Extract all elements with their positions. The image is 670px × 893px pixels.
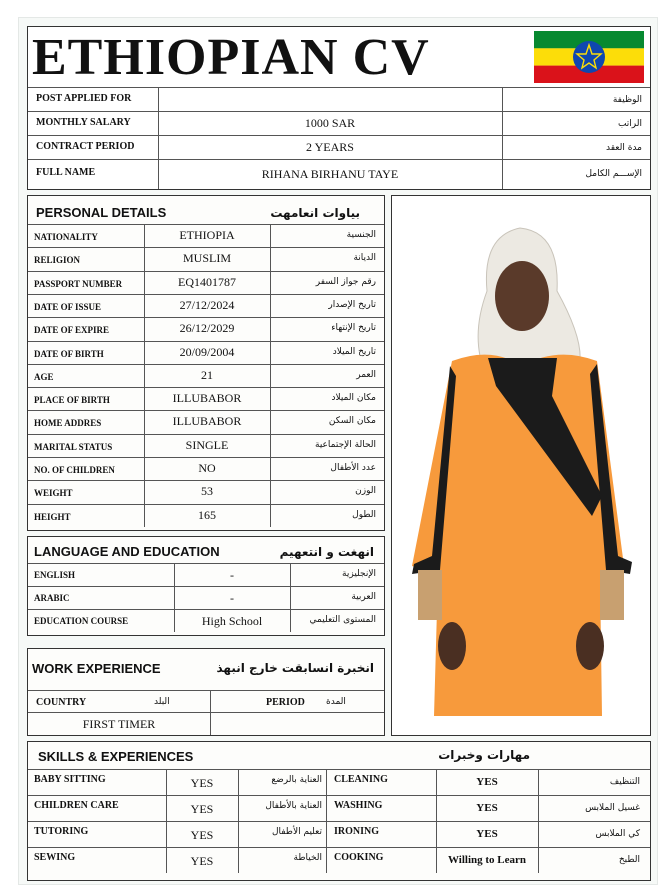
personal-row-line [28,504,384,505]
personal-row-line [28,224,384,225]
language-row-label: ARABIC [34,593,70,603]
personal-row-line [28,457,384,458]
language-row-label: ENGLISH [34,570,76,580]
skill-left-label: CHILDREN CARE [34,800,119,811]
work-entry: FIRST TIMER [82,717,156,731]
personal-col-line [144,224,145,527]
personal-col-line [270,224,271,527]
work-period-label: PERIOD [266,697,305,708]
personal-row-label: NATIONALITY [34,232,98,242]
skill-left-label: TUTORING [34,826,89,837]
personal-row-line [28,410,384,411]
skills-col-line [538,769,539,873]
language-title: LANGUAGE AND EDUCATION [34,544,220,559]
personal-row-label: DATE OF ISSUE [34,301,102,312]
language-row-line [28,563,384,564]
personal-row-label-ar: تاريخ الإنتهاء [331,323,376,334]
personal-row-line [28,294,384,295]
skill-left-label-ar: الخياطة [293,853,322,863]
skill-right-label-ar: غسيل الملابس [585,803,640,813]
personal-row-label-ar: تاريخ الإصدار [328,299,376,310]
personal-row-line [28,364,384,365]
skills-row-line [28,795,650,796]
skills-row-line [28,821,650,822]
personal-row-label-ar: الطول [352,509,376,520]
personal-row-label: WEIGHT [34,488,73,499]
personal-row-value: 26/12/2029 [179,321,235,336]
contract-label-ar: مدة العقد [606,143,642,153]
skill-left-label-ar: العناية بالأطفال [265,801,322,811]
skills-box [27,741,651,881]
personal-row-label: NO. OF CHILDREN [34,465,115,475]
personal-row-label: MARITAL STATUS [34,441,113,452]
header-box [27,26,651,190]
personal-row-label: PASSPORT NUMBER [34,278,123,289]
personal-row-label-ar: مكان السكن [328,416,376,427]
language-row-label-ar: الإنجليزية [342,569,376,579]
skills-col-line [238,769,239,873]
skill-right-value: YES [476,776,498,788]
language-row-label-ar: العربية [351,592,376,602]
personal-row-label-ar: مكان الميلاد [331,393,376,404]
personal-row-value: 21 [201,367,213,382]
personal-row-line [28,317,384,318]
work-country-label: COUNTRY [36,697,87,708]
skill-right-label-ar: كي الملابس [595,829,640,839]
personal-row-line [28,480,384,481]
personal-row-label-ar: العمر [356,369,376,380]
skill-right-value: Willing to Learn [447,854,527,866]
skill-right-label: CLEANING [334,774,388,785]
skill-left-value: YES [190,802,214,816]
language-box [27,536,385,636]
language-title-ar: انهغت و انتعهيم [279,545,374,559]
contract-value: 2 YEARS [306,140,354,154]
skills-col-line [326,769,327,873]
fullname-label: FULL NAME [36,167,96,178]
personal-row-line [28,387,384,388]
personal-row-label-ar: الديانة [353,253,376,264]
personal-row-value: 27/12/2024 [179,297,235,312]
personal-row-value: ETHIOPIA [179,228,235,242]
personal-row-label-ar: رقم جواز السفر [315,276,376,287]
ethiopian-flag-icon [534,31,644,83]
skill-left-label: SEWING [34,852,76,863]
personal-title-ar: بياوات انعامهت [270,206,360,220]
candidate-photo [391,195,651,736]
post-label: POST APPLIED FOR [36,93,132,104]
skill-left-label-ar: العناية بالرضع [271,775,322,785]
language-row-label-ar: المستوى التعليمي [309,615,376,625]
personal-row-value: 20/09/2004 [179,344,235,359]
skill-left-label: BABY SITTING [34,774,106,785]
personal-row-label-ar: الوزن [355,486,376,497]
personal-row-line [28,271,384,272]
personal-row-label: HOME ADDRES [34,418,102,429]
language-row-value: - [230,568,234,582]
salary-label: MONTHLY SALARY [36,117,131,128]
personal-row-label: PLACE OF BIRTH [34,395,110,406]
language-row-value: High School [201,614,263,628]
personal-row-label-ar: تاريخ الميلاد [332,346,376,357]
personal-row-line [28,434,384,435]
personal-title: PERSONAL DETAILS [36,205,167,220]
personal-row-value: ILLUBABOR [172,414,242,429]
language-row-value: - [230,591,234,605]
skills-title-ar: مهارات وخبرات [438,748,530,762]
work-experience-box [27,648,385,736]
skill-right-value: YES [476,828,498,840]
skills-title: SKILLS & EXPERIENCES [38,749,194,764]
personal-row-label-ar: الحالة الإجتماعية [315,439,376,450]
skill-left-value: YES [190,828,214,842]
personal-row-value: 165 [198,507,216,522]
post-label-ar: الوظيفة [612,95,642,105]
personal-row-label-ar: الجنسية [346,230,376,240]
skill-right-value: YES [476,802,498,814]
language-row-line [28,609,384,610]
contract-label: CONTRACT PERIOD [36,141,135,152]
language-col-line [174,563,175,632]
skill-right-label-ar: الطبخ [618,855,640,865]
personal-row-value: 53 [201,484,213,499]
skills-row-line [28,769,650,770]
skill-right-label: WASHING [334,800,383,811]
personal-row-value: NO [198,461,216,475]
skills-col-line [166,769,167,873]
skill-left-label-ar: تعليم الأطفال [271,827,322,837]
skill-left-value: YES [190,854,214,868]
skill-right-label-ar: التنظيف [609,777,640,787]
language-row-line [28,586,384,587]
language-col-line [290,563,291,632]
fullname-label-ar: الإســـم الكامل [585,169,642,179]
personal-row-label-ar: عدد الأطفال [330,463,376,473]
personal-row-label: HEIGHT [34,511,71,522]
salary-value: 1000 SAR [304,116,356,130]
skill-right-label: IRONING [334,826,380,837]
personal-row-value: MUSLIM [182,251,231,266]
fullname-value: RIHANA BIRHANU TAYE [261,167,399,181]
personal-row-label: AGE [34,371,54,382]
work-period-label-ar: المدة [326,697,346,707]
personal-row-label: DATE OF EXPIRE [34,325,110,336]
skill-left-value: YES [190,776,214,790]
personal-row-line [28,247,384,248]
personal-row-label: DATE OF BIRTH [34,348,104,359]
candidate-photo-image [392,196,650,735]
skill-right-label: COOKING [334,852,384,863]
cv-page [18,17,658,885]
personal-row-value: SINGLE [185,437,229,452]
skills-row-line [28,847,650,848]
work-title: WORK EXPERIENCE [32,661,161,676]
cv-title: ETHIOPIAN CV [32,29,430,86]
personal-row-line [28,341,384,342]
work-title-ar: انخبرة انسابقت خارج انبهذ [216,661,374,675]
salary-label-ar: الراتب [617,119,642,129]
personal-row-label: RELIGION [34,255,81,266]
personal-row-value: EQ1401787 [178,274,236,289]
work-country-label-ar: البلد [154,697,170,707]
skills-col-line [436,769,437,873]
language-row-label: EDUCATION COURSE [34,616,129,626]
personal-details-box [27,195,385,531]
personal-row-value: ILLUBABOR [172,391,242,406]
